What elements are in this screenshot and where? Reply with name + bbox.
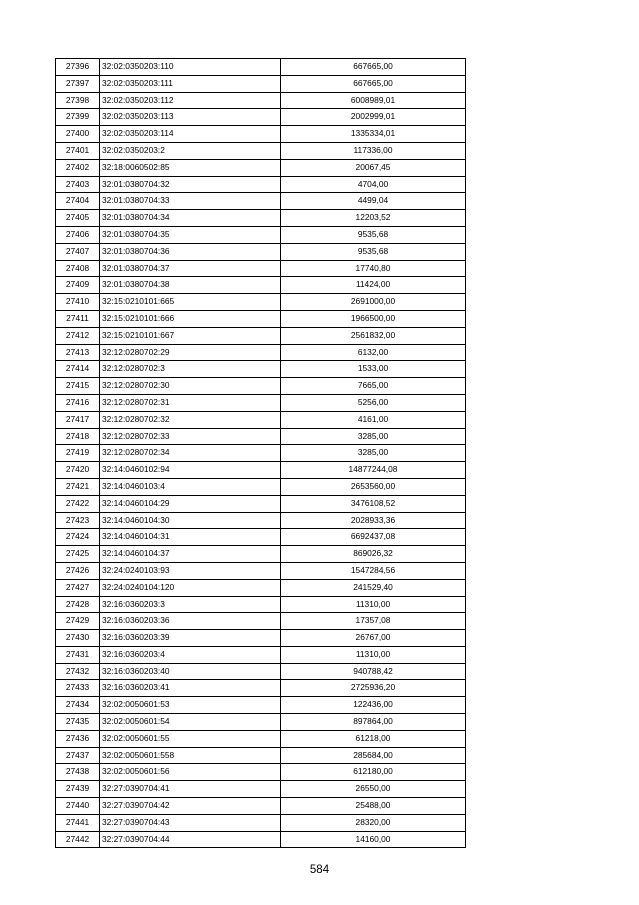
- cadastral-number-cell: 32:14:0460104:37: [100, 546, 281, 563]
- value-cell: 667665,00: [281, 59, 466, 76]
- cadastral-number-cell: 32:02:0350203:2: [100, 142, 281, 159]
- value-cell: 2002999,01: [281, 109, 466, 126]
- table-row: [56, 546, 466, 563]
- table-row: [56, 714, 466, 731]
- cadastral-number-cell: 32:24:0240104:120: [100, 579, 281, 596]
- row-number-cell: 27442: [56, 831, 100, 848]
- row-number-cell: 27400: [56, 126, 100, 143]
- value-cell: 28320,00: [281, 814, 466, 831]
- table-row: [56, 294, 466, 311]
- value-cell: 11310,00: [281, 596, 466, 613]
- table-row: [56, 495, 466, 512]
- cadastral-number-cell: 32:12:0280702:3: [100, 361, 281, 378]
- table-row: [56, 646, 466, 663]
- row-number-cell: 27426: [56, 562, 100, 579]
- value-cell: 2691000,00: [281, 294, 466, 311]
- row-number-cell: 27410: [56, 294, 100, 311]
- table-row: [56, 680, 466, 697]
- cadastral-number-cell: 32:16:0360203:3: [100, 596, 281, 613]
- table-row: [56, 630, 466, 647]
- cadastral-number-cell: 32:01:0380704:38: [100, 277, 281, 294]
- row-number-cell: 27439: [56, 781, 100, 798]
- row-number-cell: 27421: [56, 478, 100, 495]
- table-row: [56, 260, 466, 277]
- row-number-cell: 27411: [56, 310, 100, 327]
- table-row: [56, 142, 466, 159]
- table-row: [56, 310, 466, 327]
- row-number-cell: 27438: [56, 764, 100, 781]
- cadastral-number-cell: 32:01:0380704:34: [100, 210, 281, 227]
- cadastral-number-cell: 32:02:0050601:558: [100, 747, 281, 764]
- row-number-cell: 27401: [56, 142, 100, 159]
- value-cell: 9535,68: [281, 226, 466, 243]
- row-number-cell: 27422: [56, 495, 100, 512]
- value-cell: 2653560,00: [281, 478, 466, 495]
- cadastral-number-cell: 32:01:0380704:37: [100, 260, 281, 277]
- cadastral-number-cell: 32:02:0350203:110: [100, 59, 281, 76]
- value-cell: 14877244,08: [281, 462, 466, 479]
- row-number-cell: 27404: [56, 193, 100, 210]
- table-row: [56, 663, 466, 680]
- table-row: [56, 176, 466, 193]
- cadastral-number-cell: 32:01:0380704:33: [100, 193, 281, 210]
- table-row: [56, 613, 466, 630]
- row-number-cell: 27420: [56, 462, 100, 479]
- value-cell: 3285,00: [281, 445, 466, 462]
- row-number-cell: 27418: [56, 428, 100, 445]
- cadastral-number-cell: 32:02:0350203:112: [100, 92, 281, 109]
- value-cell: 1966500,00: [281, 310, 466, 327]
- row-number-cell: 27423: [56, 512, 100, 529]
- cadastral-number-cell: 32:01:0380704:32: [100, 176, 281, 193]
- value-cell: 17357,08: [281, 613, 466, 630]
- row-number-cell: 27425: [56, 546, 100, 563]
- value-cell: 14160,00: [281, 831, 466, 848]
- row-number-cell: 27415: [56, 378, 100, 395]
- table-row: [56, 831, 466, 848]
- row-number-cell: 27431: [56, 646, 100, 663]
- row-number-cell: 27440: [56, 798, 100, 815]
- value-cell: 61218,00: [281, 730, 466, 747]
- cadastral-number-cell: 32:01:0380704:36: [100, 243, 281, 260]
- value-cell: 940788,42: [281, 663, 466, 680]
- value-cell: 5256,00: [281, 394, 466, 411]
- table-row: [56, 445, 466, 462]
- cadastral-number-cell: 32:18:0060502:85: [100, 159, 281, 176]
- row-number-cell: 27416: [56, 394, 100, 411]
- table-row: [56, 798, 466, 815]
- row-number-cell: 27405: [56, 210, 100, 227]
- value-cell: 4161,00: [281, 411, 466, 428]
- table-row: [56, 361, 466, 378]
- value-cell: 2725936,20: [281, 680, 466, 697]
- table-row: [56, 562, 466, 579]
- table-row: [56, 730, 466, 747]
- row-number-cell: 27402: [56, 159, 100, 176]
- cadastral-number-cell: 32:12:0280702:34: [100, 445, 281, 462]
- cadastral-number-cell: 32:27:0390704:41: [100, 781, 281, 798]
- table-row: [56, 764, 466, 781]
- value-cell: 25488,00: [281, 798, 466, 815]
- value-cell: 26550,00: [281, 781, 466, 798]
- cadastral-number-cell: 32:02:0350203:111: [100, 75, 281, 92]
- row-number-cell: 27408: [56, 260, 100, 277]
- cadastral-number-cell: 32:16:0360203:41: [100, 680, 281, 697]
- page-number: 584: [309, 864, 330, 876]
- cadastral-number-cell: 32:14:0460102:94: [100, 462, 281, 479]
- row-number-cell: 27399: [56, 109, 100, 126]
- row-number-cell: 27396: [56, 59, 100, 76]
- table-row: [56, 159, 466, 176]
- cadastral-number-cell: 32:16:0360203:39: [100, 630, 281, 647]
- row-number-cell: 27429: [56, 613, 100, 630]
- value-cell: 6132,00: [281, 344, 466, 361]
- table-row: [56, 243, 466, 260]
- value-cell: 122436,00: [281, 697, 466, 714]
- value-cell: 241529,40: [281, 579, 466, 596]
- value-cell: 117336,00: [281, 142, 466, 159]
- row-number-cell: 27413: [56, 344, 100, 361]
- row-number-cell: 27397: [56, 75, 100, 92]
- value-cell: 1335334,01: [281, 126, 466, 143]
- row-number-cell: 27414: [56, 361, 100, 378]
- cadastral-number-cell: 32:02:0350203:113: [100, 109, 281, 126]
- row-number-cell: 27441: [56, 814, 100, 831]
- value-cell: 20067,45: [281, 159, 466, 176]
- cadastral-number-cell: 32:15:0210101:666: [100, 310, 281, 327]
- row-number-cell: 27430: [56, 630, 100, 647]
- value-cell: 17740,80: [281, 260, 466, 277]
- row-number-cell: 27433: [56, 680, 100, 697]
- cadastral-number-cell: 32:12:0280702:32: [100, 411, 281, 428]
- cadastral-number-cell: 32:15:0210101:667: [100, 327, 281, 344]
- table-row: [56, 512, 466, 529]
- value-cell: 1547284,56: [281, 562, 466, 579]
- table-row: [56, 92, 466, 109]
- value-cell: 11310,00: [281, 646, 466, 663]
- table-row: [56, 394, 466, 411]
- row-number-cell: 27419: [56, 445, 100, 462]
- table-row: [56, 226, 466, 243]
- cadastral-number-cell: 32:24:0240103:93: [100, 562, 281, 579]
- table-row: [56, 579, 466, 596]
- table-row: [56, 747, 466, 764]
- row-number-cell: 27398: [56, 92, 100, 109]
- value-cell: 4499,04: [281, 193, 466, 210]
- cadastral-number-cell: 32:12:0280702:29: [100, 344, 281, 361]
- value-cell: 4704,00: [281, 176, 466, 193]
- row-number-cell: 27407: [56, 243, 100, 260]
- value-cell: 7665,00: [281, 378, 466, 395]
- table-row: [56, 59, 466, 76]
- row-number-cell: 27412: [56, 327, 100, 344]
- table-row: [56, 697, 466, 714]
- row-number-cell: 27432: [56, 663, 100, 680]
- value-cell: 6008989,01: [281, 92, 466, 109]
- table-row: [56, 277, 466, 294]
- cadastral-number-cell: 32:27:0390704:44: [100, 831, 281, 848]
- value-cell: 612180,00: [281, 764, 466, 781]
- cadastral-number-cell: 32:16:0360203:4: [100, 646, 281, 663]
- table-row: [56, 126, 466, 143]
- row-number-cell: 27406: [56, 226, 100, 243]
- value-cell: 2561832,00: [281, 327, 466, 344]
- cadastral-number-cell: 32:12:0280702:30: [100, 378, 281, 395]
- cadastral-number-cell: 32:01:0380704:35: [100, 226, 281, 243]
- table-row: [56, 596, 466, 613]
- cadastral-number-cell: 32:27:0390704:42: [100, 798, 281, 815]
- cadastral-number-cell: 32:14:0460104:29: [100, 495, 281, 512]
- value-cell: 2028933,36: [281, 512, 466, 529]
- row-number-cell: 27424: [56, 529, 100, 546]
- table-row: [56, 193, 466, 210]
- cadastral-number-cell: 32:12:0280702:31: [100, 394, 281, 411]
- table-body: [56, 59, 466, 848]
- cadastral-number-cell: 32:02:0350203:114: [100, 126, 281, 143]
- table-row: [56, 478, 466, 495]
- table-row: [56, 109, 466, 126]
- cadastral-number-cell: 32:02:0050601:56: [100, 764, 281, 781]
- table-row: [56, 529, 466, 546]
- value-cell: 6692437,08: [281, 529, 466, 546]
- table-row: [56, 327, 466, 344]
- cadastral-number-cell: 32:02:0050601:53: [100, 697, 281, 714]
- value-cell: 3476108,52: [281, 495, 466, 512]
- cadastral-number-cell: 32:02:0050601:55: [100, 730, 281, 747]
- cadastral-number-cell: 32:16:0360203:40: [100, 663, 281, 680]
- table-row: [56, 781, 466, 798]
- cadastral-number-cell: 32:12:0280702:33: [100, 428, 281, 445]
- value-cell: 667665,00: [281, 75, 466, 92]
- cadastral-number-cell: 32:14:0460103:4: [100, 478, 281, 495]
- value-cell: 9535,68: [281, 243, 466, 260]
- table-row: [56, 428, 466, 445]
- value-cell: 3285,00: [281, 428, 466, 445]
- cadastral-number-cell: 32:27:0390704:43: [100, 814, 281, 831]
- row-number-cell: 27434: [56, 697, 100, 714]
- row-number-cell: 27427: [56, 579, 100, 596]
- cadastral-number-cell: 32:15:0210101:665: [100, 294, 281, 311]
- cadastral-number-cell: 32:14:0460104:31: [100, 529, 281, 546]
- cadastral-number-cell: 32:02:0050601:54: [100, 714, 281, 731]
- cadastral-number-cell: 32:16:0360203:36: [100, 613, 281, 630]
- table-row: [56, 210, 466, 227]
- value-cell: 285684,00: [281, 747, 466, 764]
- cadastral-number-cell: 32:14:0460104:30: [100, 512, 281, 529]
- table-row: [56, 75, 466, 92]
- value-cell: 1533,00: [281, 361, 466, 378]
- row-number-cell: 27428: [56, 596, 100, 613]
- row-number-cell: 27403: [56, 176, 100, 193]
- row-number-cell: 27409: [56, 277, 100, 294]
- row-number-cell: 27437: [56, 747, 100, 764]
- value-cell: 12203,52: [281, 210, 466, 227]
- value-cell: 26767,00: [281, 630, 466, 647]
- table-row: [56, 411, 466, 428]
- table-row: [56, 462, 466, 479]
- value-cell: 869026,32: [281, 546, 466, 563]
- row-number-cell: 27436: [56, 730, 100, 747]
- value-cell: 897864,00: [281, 714, 466, 731]
- table-row: [56, 344, 466, 361]
- table-row: [56, 378, 466, 395]
- cadastral-value-table: [55, 58, 466, 848]
- row-number-cell: 27435: [56, 714, 100, 731]
- value-cell: 11424,00: [281, 277, 466, 294]
- table-row: [56, 814, 466, 831]
- row-number-cell: 27417: [56, 411, 100, 428]
